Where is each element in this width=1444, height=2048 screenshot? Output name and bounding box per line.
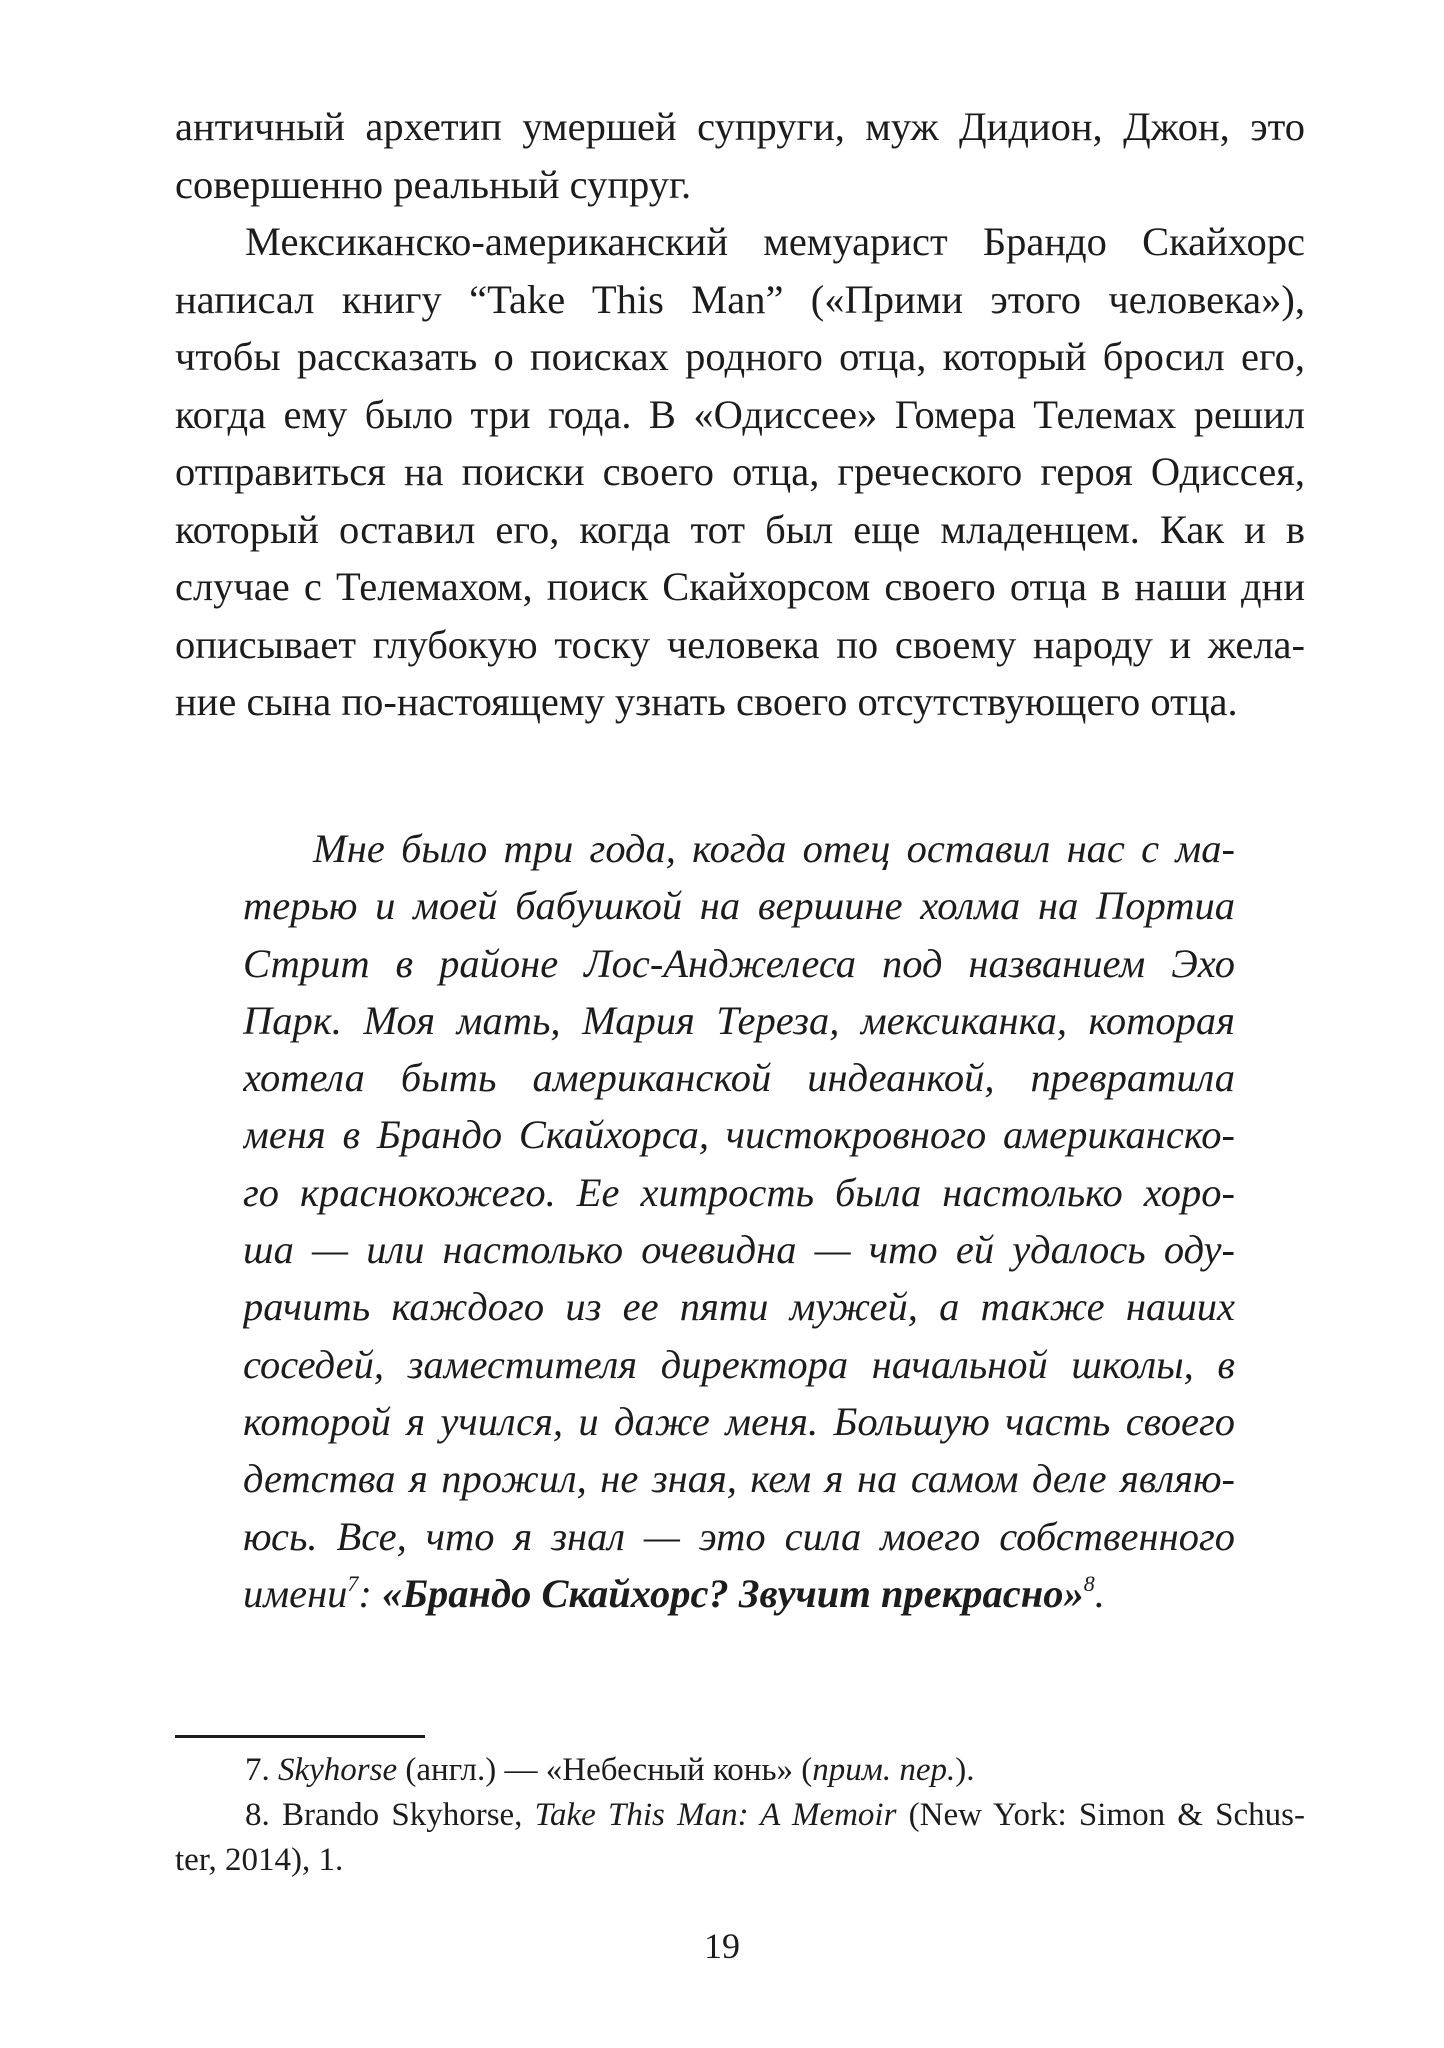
- text-line: написал книгу “Take This Man” («Прими этого человека»),: [175, 276, 1305, 322]
- footnote-number: 7.: [245, 1752, 278, 1788]
- quote-last-line: [243, 1565, 1235, 1622]
- footnote-ref-7[interactable]: 7: [347, 1570, 359, 1596]
- text-line: случае с Телемахом, поиск Скайхорсом своего отца в наши дни: [175, 564, 1305, 609]
- text-line: когда ему было три года. В «Одиссее» Гомера Телемах решил: [175, 391, 1305, 437]
- quote-line: Стрит в районе Лос-Анджелеса под названием Эхо: [243, 940, 1235, 986]
- quote-text: имени: [243, 1570, 348, 1616]
- text-line: который оставил его, когда тот был еще младенцем. Как и в: [175, 506, 1305, 552]
- footnote-8-continued: ter, 2014), 1.: [175, 1842, 344, 1878]
- text-line: отправиться на поиски своего отца, греческого героя Одиссея,: [175, 449, 1305, 494]
- quote-line: терью и моей бабушкой на вершине холма на Портиа: [243, 883, 1235, 929]
- footnote-text: ).: [955, 1752, 975, 1788]
- text-line: античный архетип умершей супруги, муж Дидион, Джон, это: [175, 104, 1305, 149]
- footnote-note: прим. пер.: [812, 1752, 956, 1788]
- footnote-author: Brando Skyhorse,: [281, 1797, 535, 1833]
- text-line: чтобы рассказать о поисках родного отца, который бросил его,: [175, 334, 1305, 379]
- quote-bold-text: «Брандо Скайхорс? Звучит прекрасно»: [382, 1570, 1084, 1616]
- page-number: 19: [704, 1926, 740, 1966]
- quote-line: детства я прожил, не зная, кем я на самом деле являю-: [243, 1456, 1235, 1502]
- paragraph-skyhorse: [175, 213, 1305, 731]
- quote-line: Парк. Моя мать, Мария Тереза, мексиканка, которая: [243, 997, 1235, 1043]
- footnote-term: Skyhorse: [278, 1752, 398, 1788]
- quote-line: которой я учился, и даже меня. Большую часть своего: [243, 1398, 1235, 1444]
- block-quote: [243, 820, 1235, 1622]
- quote-line: хотела быть американской индеанкой, превратила: [243, 1055, 1235, 1101]
- text-line: описывает глубокую тоску человека по своему народу и жела-: [175, 621, 1305, 667]
- text-line: ние сына по-настоящему узнать своего отсутствующего отца.: [175, 679, 1238, 724]
- footnote-ref-8[interactable]: 8: [1083, 1570, 1095, 1596]
- footnote-8: [175, 1793, 1305, 1838]
- quote-line: Мне было три года, когда отец оставил нас с ма-: [313, 826, 1235, 871]
- quote-line: соседей, заместителя директора начальной школы, в: [243, 1341, 1235, 1387]
- quote-line: ша — или настолько очевидна — что ей удалось оду-: [243, 1227, 1235, 1273]
- quote-line: меня в Брандо Скайхорса, чистокровного американско-: [243, 1112, 1235, 1158]
- text-line: Мексиканско-американский мемуарист Брандо Скайхорс: [245, 219, 1305, 264]
- quote-line: го краснокожего. Ее хитрость была настолько хоро-: [243, 1169, 1235, 1215]
- quote-text: :: [358, 1570, 383, 1616]
- footnote-7: [175, 1748, 1305, 1793]
- footnote-divider: [175, 1735, 425, 1738]
- paragraph-continued: [175, 98, 1305, 213]
- text-line: совершенно реальный супруг.: [175, 161, 692, 207]
- quote-line: юсь. Все, что я знал — это сила моего собственного: [243, 1513, 1235, 1559]
- footnote-text: (New York: Simon & Schus-: [896, 1797, 1305, 1833]
- quote-text: .: [1094, 1570, 1105, 1616]
- footnote-number: 8.: [245, 1797, 282, 1833]
- quote-line: рачить каждого из ее пяти мужей, а также наших: [243, 1284, 1235, 1330]
- footnote-book-title: Take This Man: A Memoir: [534, 1797, 897, 1833]
- footnote-text: (англ.) — «Небесный конь» (: [397, 1752, 813, 1788]
- footnotes: [175, 1748, 1305, 1883]
